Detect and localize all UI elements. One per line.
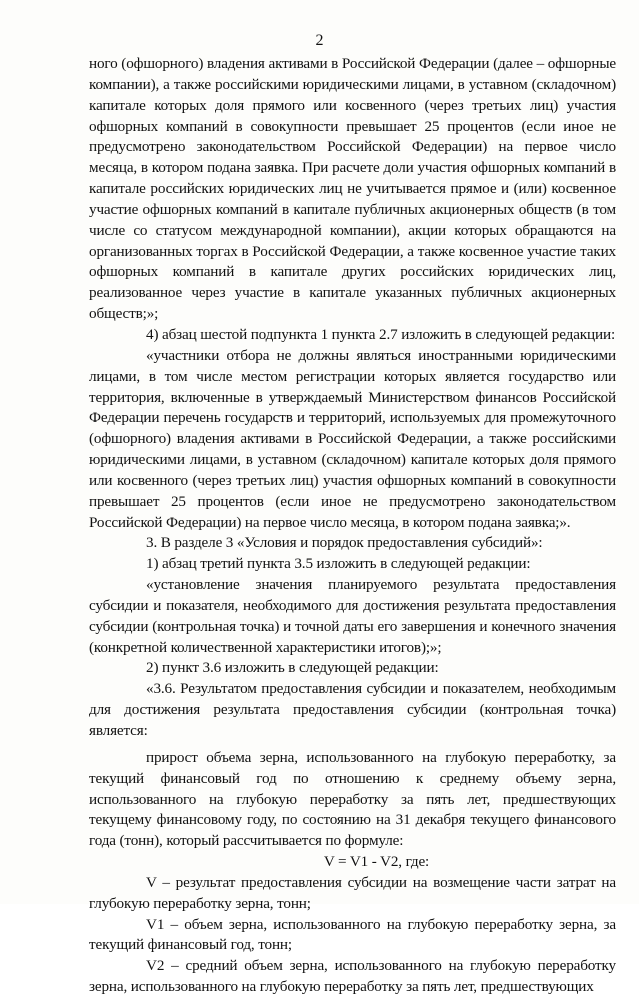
page-number: 2 bbox=[315, 32, 324, 49]
paragraph-grain-increase: прирост объема зерна, использованного на глубокую переработку, за текущий финансовый год по отношению к среднему объему зерна, использованного на глубокую переработку за пять лет, предшествующих текущему финансовому году, по состоянию на 31 декабря текущего финансового года (тонн), который рассчитывается по формуле: bbox=[89, 748, 616, 850]
paragraph-section-3: 3. В разделе 3 «Условия и порядок предоставления субсидий»: bbox=[146, 534, 543, 552]
paragraph-result-quote: «установление значения планируемого результата предоставления субсидии и показателя, необходимого для достижения результата предоставления субсидии (контрольная точка) и точной даты его завершения и конечного значения (конкретной количественной характеристики итогов);»; bbox=[89, 576, 616, 656]
paragraph-offshore-continuation: ного (офшорного) владения активами в Российской Федерации (далее – офшорные компании), а также российскими юридическими лицами, в уставном (складочном) капитале которых доля прямого или косвенного (через третьих лиц) участия офшорных компаний в совокупности превышает 25 процентов (если иное не предусмотрено законодательством Российской Федерации) на первое число месяца, в котором подана заявка. При расчете доли участия офшорных компаний в капитале российских юридических лиц не учитывается прямое и (или) косвенное участие офшорных компаний в капитале публичных акционерных обществ (в том числе со статусом международной компании), акции которых обращаются на организованных торгах в Российской Федерации, а также косвенное участие таких офшорных компаний в капитале других российских юридических лиц, реализованное через участие в капитале указанных публичных акционерных обществ;»; bbox=[89, 55, 616, 323]
paragraph-3-6: «3.6. Результатом предоставления субсидии и показателем, необходимым для достижения результата предоставления субсидии (контрольная точка) является: bbox=[89, 680, 616, 739]
formula: V = V1 - V2, где: bbox=[323, 853, 430, 871]
paragraph-definition-v1: V1 – объем зерна, использованного на глубокую переработку зерна, за текущий финансовый год, тонн; bbox=[89, 915, 616, 954]
paragraph-item-1: 1) абзац третий пункта 3.5 изложить в следующей редакции: bbox=[146, 555, 531, 573]
paragraph-definition-v: V – результат предоставления субсидии на возмещение части затрат на глубокую переработку зерна, тонн; bbox=[89, 873, 616, 912]
document-body bbox=[89, 54, 616, 998]
paragraph-item-4: 4) абзац шестой подпункта 1 пункта 2.7 изложить в следующей редакции: bbox=[146, 325, 616, 343]
paragraph-definition-v2: V2 – средний объем зерна, использованного на глубокую переработку зерна, использованного на глубокую переработку за пять лет, предшествующих bbox=[89, 957, 616, 996]
paragraph-participants-quote: «участники отбора не должны являться иностранными юридическими лицами, в том числе местом регистрации которых является государство или территория, включенные в утверждаемый Министерством финансов Российской Федерации перечень государств и территорий, используемых для промежуточного (офшорного) владения активами в Российской Федерации, а также российскими юридическими лицами, в уставном (складочном) капитале которых доля прямого или косвенного (через третьих лиц) участия офшорных компаний в совокупности превышает 25 процентов (если иное не предусмотрено законодательством Российской Федерации) на первое число месяца, в котором подана заявка;». bbox=[89, 346, 616, 531]
paragraph-item-2: 2) пункт 3.6 изложить в следующей редакции: bbox=[146, 659, 439, 677]
